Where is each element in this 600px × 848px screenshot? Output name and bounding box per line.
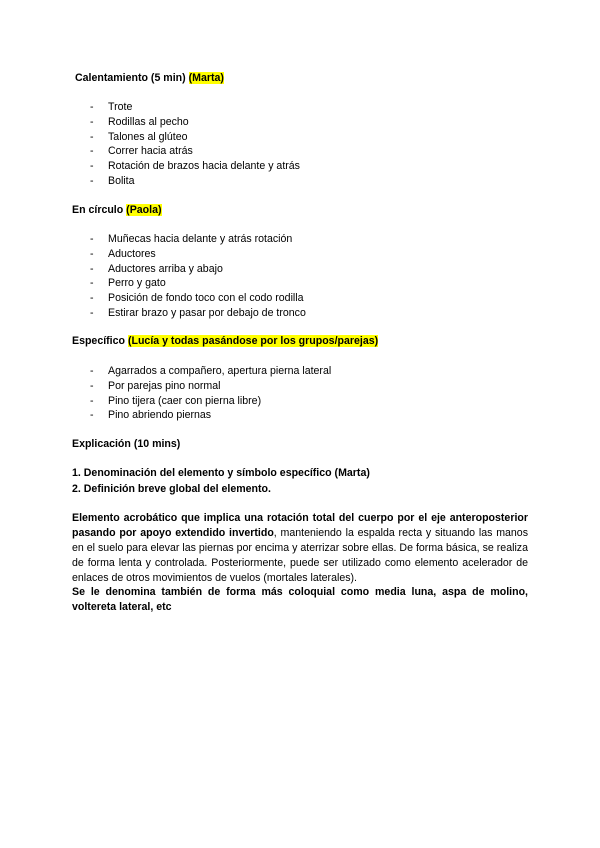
list-item-text: Talones al glúteo <box>108 130 188 143</box>
list-marker: - <box>90 394 94 407</box>
specific-heading <box>72 334 378 348</box>
list-marker: - <box>90 174 94 187</box>
list-item-text: Rotación de brazos hacia delante y atrás <box>108 160 300 173</box>
list-item-text: Muñecas hacia delante y atrás rotación <box>108 233 293 245</box>
definition-bold-text: Elemento acrobático que implica una rotación total del cuerpo por el eje anteroposterior pasando por apoyo extendido invertido <box>72 512 528 539</box>
list-item-text: Perro y gato <box>108 277 166 290</box>
definition-normal-text: , manteniendo la espalda recta y situando las manos en el suelo para elevar las piernas por encima y aterrizar sobre ellas. De forma básica, se realiza de forma lenta y controlada. Posteriormente, puede ser utilizado como elemento acelerador de enlaces de otros movimientos de vuelos (mortales laterales). <box>72 527 529 584</box>
list-item-text: Agarrados a compañero, apertura pierna lateral <box>108 365 332 377</box>
list-item-text: Por parejas pino normal <box>108 379 221 392</box>
warmup-title: Calentamiento (5 min) <box>75 72 186 84</box>
list-item-text: Trote <box>108 101 133 113</box>
list-item-text: Rodillas al pecho <box>108 115 189 128</box>
list-item-text: Correr hacia atrás <box>108 145 193 158</box>
list-marker: - <box>90 365 94 377</box>
warmup-heading <box>75 71 224 85</box>
list-marker: - <box>90 379 94 392</box>
circle-heading <box>72 203 162 217</box>
definition-paragraph <box>72 511 528 586</box>
circle-highlight: (Paola) <box>126 204 162 216</box>
list-marker: - <box>90 145 94 158</box>
list-marker: - <box>90 160 94 173</box>
colloquial-names-paragraph: Se le denomina también de forma más coloquial como media luna, aspa de molino, voltereta lateral, etc <box>72 586 528 613</box>
explanation-point-2: 2. Definición breve global del elemento. <box>72 483 271 495</box>
list-marker: - <box>90 130 94 143</box>
list-marker: - <box>90 101 94 113</box>
list-item-text: Aductores arriba y abajo <box>108 262 223 275</box>
specific-highlight: (Lucía y todas pasándose por los grupos/parejas) <box>127 335 379 347</box>
list-marker: - <box>90 262 94 275</box>
explanation-title: Explicación (10 mins) <box>72 438 181 450</box>
list-marker: - <box>90 409 94 422</box>
list-item-text: Estirar brazo y pasar por debajo de tronco <box>108 306 306 319</box>
list-marker: - <box>90 115 94 128</box>
list-marker: - <box>90 306 94 319</box>
specific-title: Específico <box>72 335 125 347</box>
list-item-text: Bolita <box>108 174 135 187</box>
warmup-highlight: (Marta) <box>188 72 224 84</box>
explanation-point-1: 1. Denominación del elemento y símbolo específico (Marta) <box>72 467 370 479</box>
list-item-text: Pino tijera (caer con pierna libre) <box>108 394 262 407</box>
list-item-text: Posición de fondo toco con el codo rodilla <box>108 292 304 305</box>
list-item-text: Pino abriendo piernas <box>108 409 212 422</box>
list-item-text: Aductores <box>108 247 156 260</box>
explanation-heading <box>72 437 180 451</box>
circle-title: En círculo <box>72 204 124 216</box>
list-marker: - <box>90 233 94 245</box>
list-marker: - <box>90 292 94 305</box>
list-marker: - <box>90 247 94 260</box>
list-marker: - <box>90 277 94 290</box>
